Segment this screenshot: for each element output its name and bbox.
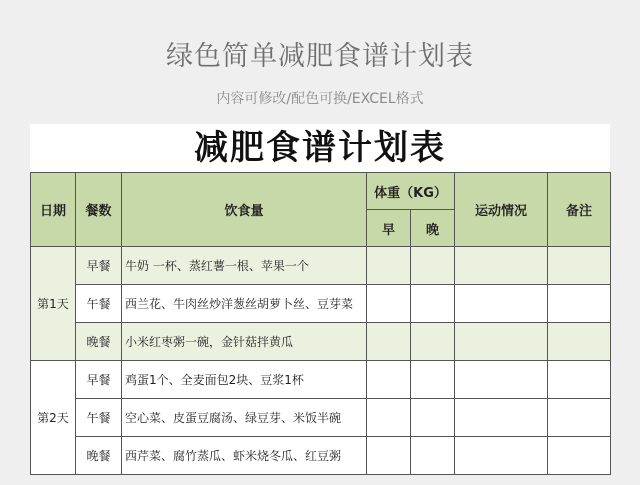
col-header-meal[interactable]: 餐数 <box>76 173 122 247</box>
day-cell[interactable]: 第2天 <box>31 361 76 475</box>
exercise-cell[interactable] <box>455 437 548 475</box>
weight-evening-cell[interactable] <box>411 437 455 475</box>
food-cell[interactable]: 空心菜、皮蛋豆腐汤、绿豆芽、米饭半碗 <box>122 399 367 437</box>
weight-morning-cell[interactable] <box>367 285 411 323</box>
weight-evening-cell[interactable] <box>411 247 455 285</box>
col-header-food[interactable]: 饮食量 <box>122 173 367 247</box>
meal-cell[interactable]: 晚餐 <box>76 323 122 361</box>
spreadsheet-sheet <box>30 124 610 463</box>
col-header-evening[interactable]: 晚 <box>411 210 455 247</box>
exercise-cell[interactable] <box>455 285 548 323</box>
food-cell[interactable]: 西芹菜、腐竹蒸瓜、虾米烧冬瓜、红豆粥 <box>122 437 367 475</box>
notes-cell[interactable] <box>548 399 611 437</box>
exercise-cell[interactable] <box>455 247 548 285</box>
table-row <box>31 323 611 361</box>
day-cell[interactable]: 第1天 <box>31 247 76 361</box>
weight-morning-cell[interactable] <box>367 361 411 399</box>
weight-morning-cell[interactable] <box>367 437 411 475</box>
food-cell[interactable]: 西兰花、牛肉丝炒洋葱丝胡萝卜丝、豆芽菜 <box>122 285 367 323</box>
table-row <box>31 285 611 323</box>
notes-cell[interactable] <box>548 323 611 361</box>
weight-morning-cell[interactable] <box>367 247 411 285</box>
meal-plan-table <box>30 172 611 475</box>
meal-cell[interactable]: 晚餐 <box>76 437 122 475</box>
exercise-cell[interactable] <box>455 323 548 361</box>
page-subtitle: 内容可修改/配色可换/EXCEL格式 <box>216 91 424 107</box>
meal-cell[interactable]: 早餐 <box>76 247 122 285</box>
page-title: 绿色简单减肥食谱计划表 <box>166 41 474 72</box>
food-cell[interactable]: 小米红枣粥一碗，金针菇拌黄瓜 <box>122 323 367 361</box>
col-header-exercise[interactable]: 运动情况 <box>455 173 548 247</box>
exercise-cell[interactable] <box>455 361 548 399</box>
food-cell[interactable]: 鸡蛋1个、全麦面包2块、豆浆1杯 <box>122 361 367 399</box>
meal-cell[interactable]: 早餐 <box>76 361 122 399</box>
header-row <box>31 173 611 210</box>
weight-morning-cell[interactable] <box>367 323 411 361</box>
notes-cell[interactable] <box>548 361 611 399</box>
table-row <box>31 361 611 399</box>
table-row <box>31 247 611 285</box>
weight-evening-cell[interactable] <box>411 399 455 437</box>
sheet-title: 减肥食谱计划表 <box>194 128 446 168</box>
weight-morning-cell[interactable] <box>367 399 411 437</box>
meal-cell[interactable]: 午餐 <box>76 399 122 437</box>
exercise-cell[interactable] <box>455 399 548 437</box>
meal-cell[interactable]: 午餐 <box>76 285 122 323</box>
weight-evening-cell[interactable] <box>411 285 455 323</box>
food-cell[interactable]: 牛奶 一杯、蒸红薯一根、苹果一个 <box>122 247 367 285</box>
notes-cell[interactable] <box>548 285 611 323</box>
weight-evening-cell[interactable] <box>411 361 455 399</box>
notes-cell[interactable] <box>548 247 611 285</box>
table-row <box>31 437 611 475</box>
table-row <box>31 399 611 437</box>
weight-evening-cell[interactable] <box>411 323 455 361</box>
col-header-date[interactable]: 日期 <box>31 173 76 247</box>
col-header-morning[interactable]: 早 <box>367 210 411 247</box>
col-header-weight[interactable]: 体重（KG） <box>367 173 455 210</box>
notes-cell[interactable] <box>548 437 611 475</box>
col-header-notes[interactable]: 备注 <box>548 173 611 247</box>
